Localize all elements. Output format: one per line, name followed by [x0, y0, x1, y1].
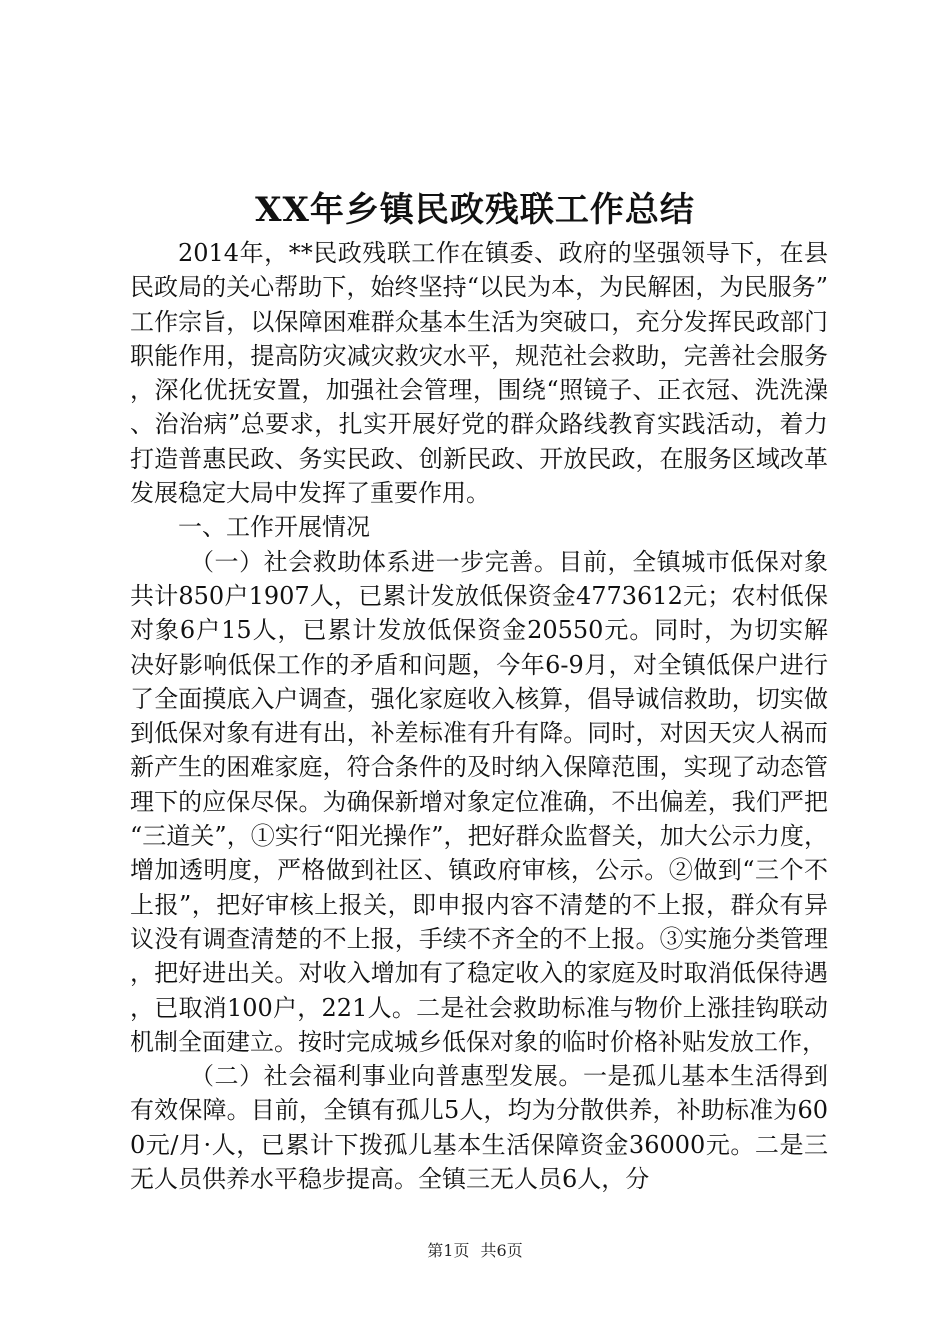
page-total: 共6页 — [480, 1241, 523, 1260]
subsection-paragraph-1: （一）社会救助体系进一步完善。目前，全镇城市低保对象共计850户1907人，已累计发放低保资金4773612元；农村低保对象6户15人，已累计发放低保资金20550元。同时，为切实解决好影响低保工作的矛盾和问题，今年6-9月，对全镇低保户进行了全面摸底入户调查，强化家庭收入核算，倡导诚信救助，切实做到低保对象有进有出，补差标准有升有降。同时，对因天灾人祸而新产生的困难家庭，符合条件的及时纳入保障范围，实现了动态管理下的应保尽保。为确保新增对象定位准确，不出偏差，我们严把“三道关”，①实行“阳光操作”，把好群众监督关，加大公示力度，增加透明度，严格做到社区、镇政府审核，公示。②做到“三个不上报”，把好审核上报关，即申报内容不清楚的不上报，群众有异议没有调查清楚的不上报，手续不齐全的不上报。③实施分类管理，把好进出关。对收入增加有了稳定收入的家庭及时取消低保待遇，已取消100户，221人。二是社会救助标准与物价上涨挂钩联动机制全面建立。按时完成城乡低保对象的临时价格补贴发放工作， — [130, 547, 828, 1056]
intro-paragraph: 2014年，**民政残联工作在镇委、政府的坚强领导下，在县民政局的关心帮助下，始终坚持“以民为本，为民解困，为民服务”工作宗旨，以保障困难群众基本生活为突破口，充分发挥民政部门职能作用，提高防灾减灾救灾水平，规范社会救助，完善社会服务，深化优抚安置，加强社会管理，围绕“照镜子、正衣冠、洗洗澡、治治病”总要求，扎实开展好党的群众路线教育实践活动，着力打造普惠民政、务实民政、创新民政、开放民政，在服务区域改革发展稳定大局中发挥了重要作用。 — [130, 239, 828, 508]
page-footer — [0, 1241, 950, 1261]
document-body — [130, 236, 828, 1196]
document-title: XX年乡镇民政残联工作总结 — [255, 190, 695, 230]
page-number: 第1页 — [427, 1241, 470, 1260]
subsection-paragraph-2: （二）社会福利事业向普惠型发展。一是孤儿基本生活得到有效保障。目前，全镇有孤儿5人，均为分散供养，补助标准为600元/月·人，已累计下拨孤儿基本生活保障资金36000元。二是三无人员供养水平稳步提高。全镇三无人员6人，分 — [130, 1062, 828, 1194]
section-heading: 一、工作开展情况 — [178, 513, 370, 542]
